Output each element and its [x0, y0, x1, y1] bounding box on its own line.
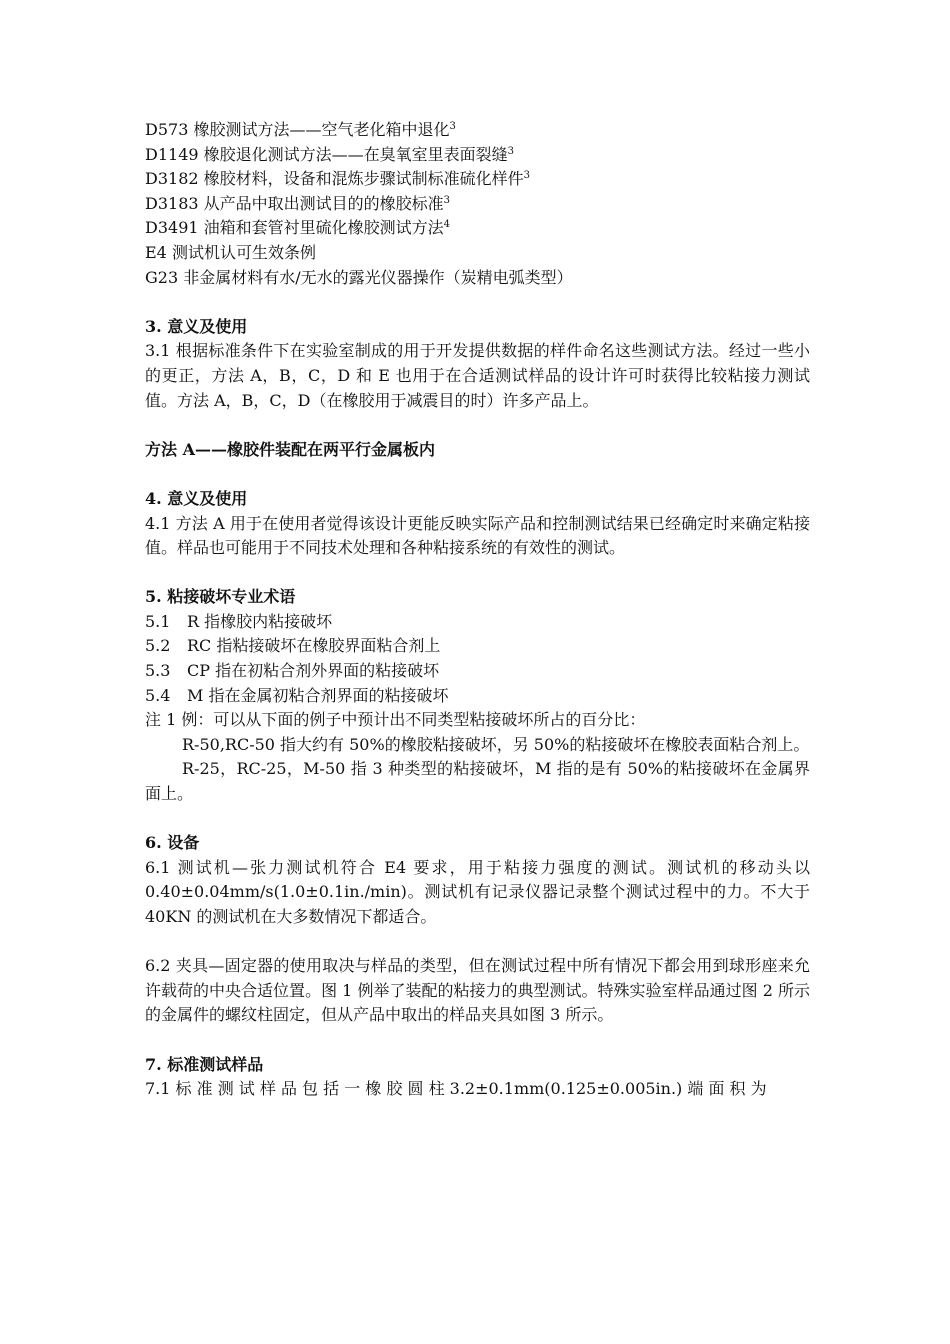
- section-heading: 3. 意义及使用: [145, 316, 248, 336]
- term-item: 5.3 CP 指在初粘合剂外界面的粘接破坏: [145, 661, 440, 681]
- term-item: 5.2 RC 指粘接破坏在橡胶界面粘合剂上: [145, 636, 441, 656]
- document-page: [145, 118, 810, 1102]
- paragraph: 7.1 标 准 测 试 样 品 包 括 一 橡 胶 圆 柱 3.2±0.1mm(0.125±0.005in.) 端 面 积 为: [145, 1079, 767, 1099]
- section-heading: 7. 标准测试样品: [145, 1054, 264, 1074]
- paragraph: 4.1 方法 A 用于在使用者觉得该设计更能反映实际产品和控制测试结果已经确定时来确定粘接值。样品也可能用于不同技术处理和各种粘接系统的有效性的测试。: [145, 513, 810, 558]
- reference-item: D3491 油箱和套管衬里硫化橡胶测试方法$^4$: [145, 218, 451, 238]
- reference-item: D3182 橡胶材料，设备和混炼步骤试制标准硫化样件$^3$: [145, 169, 531, 189]
- method-heading: 方法 A——橡胶件装配在两平行金属板内: [145, 439, 435, 459]
- term-item: 5.1 R 指橡胶内粘接破坏: [145, 611, 333, 631]
- footnote-marker: 3: [523, 170, 531, 182]
- footnote-marker: 4: [443, 219, 451, 231]
- paragraph: 6.1 测试机—张力测试机符合 E4 要求，用于粘接力强度的测试。测试机的移动头以 0.40±0.04mm/s(1.0±0.1in./min)。测试机有记录仪器记录整个测试过程中的力。不大于 40KN 的测试机在大多数情况下都适合。: [145, 857, 810, 926]
- footnote-marker: 3: [443, 194, 451, 206]
- footnote-marker: 3: [449, 121, 456, 132]
- section-heading: 5. 粘接破坏专业术语: [145, 587, 296, 607]
- section-heading: 4. 意义及使用: [145, 488, 248, 508]
- paragraph: 6.2 夹具—固定器的使用取决与样品的类型，但在测试过程中所有情况下都会用到球形座来允许载荷的中央合适位置。图 1 例举了装配的粘接力的典型测试。特殊实验室样品通过图 2 所示的金属件的螺纹柱固定，但从产品中取出的样品夹具如图 3 所示。: [145, 956, 810, 1025]
- reference-list: [145, 118, 810, 290]
- note: 注 1 例：可以从下面的例子中预计出不同类型粘接破坏所占的百分比：: [145, 710, 646, 730]
- reference-item: D3183 从产品中取出测试目的的橡胶标准$^3$: [145, 193, 451, 213]
- term-item: 5.4 M 指在金属初粘合剂界面的粘接破坏: [145, 685, 449, 705]
- section-heading: 6. 设备: [145, 833, 200, 853]
- footnote-marker: 3: [507, 145, 515, 157]
- reference-item: G23 非金属材料有水/无水的露光仪器操作（炭精电弧类型）: [145, 267, 573, 287]
- paragraph: 3.1 根据标准条件下在实验室制成的用于开发提供数据的样件命名这些测试方法。经过一些小的更正，方法 A，B，C，D 和 E 也用于在合适测试样品的设计许可时获得比较粘接力测试值。方法 A，B，C，D（在橡胶用于减震目的时）许多产品上。: [145, 341, 810, 410]
- reference-item: E4 测试机认可生效条例: [145, 242, 316, 262]
- reference-item: D1149 橡胶退化测试方法——在臭氧室里表面裂缝$^3$: [145, 144, 515, 164]
- reference-item: D573 橡胶测试方法——空气老化箱中退化$^3$: [145, 120, 456, 139]
- example-paragraph: R-25，RC-25，M-50 指 3 种类型的粘接破坏，M 指的是有 50%的粘接破坏在金属界面上。: [145, 759, 810, 804]
- example-paragraph: R-50,RC-50 指大约有 50%的橡胶粘接破坏，另 50%的粘接破坏在橡胶表面粘合剂上。: [182, 734, 810, 754]
